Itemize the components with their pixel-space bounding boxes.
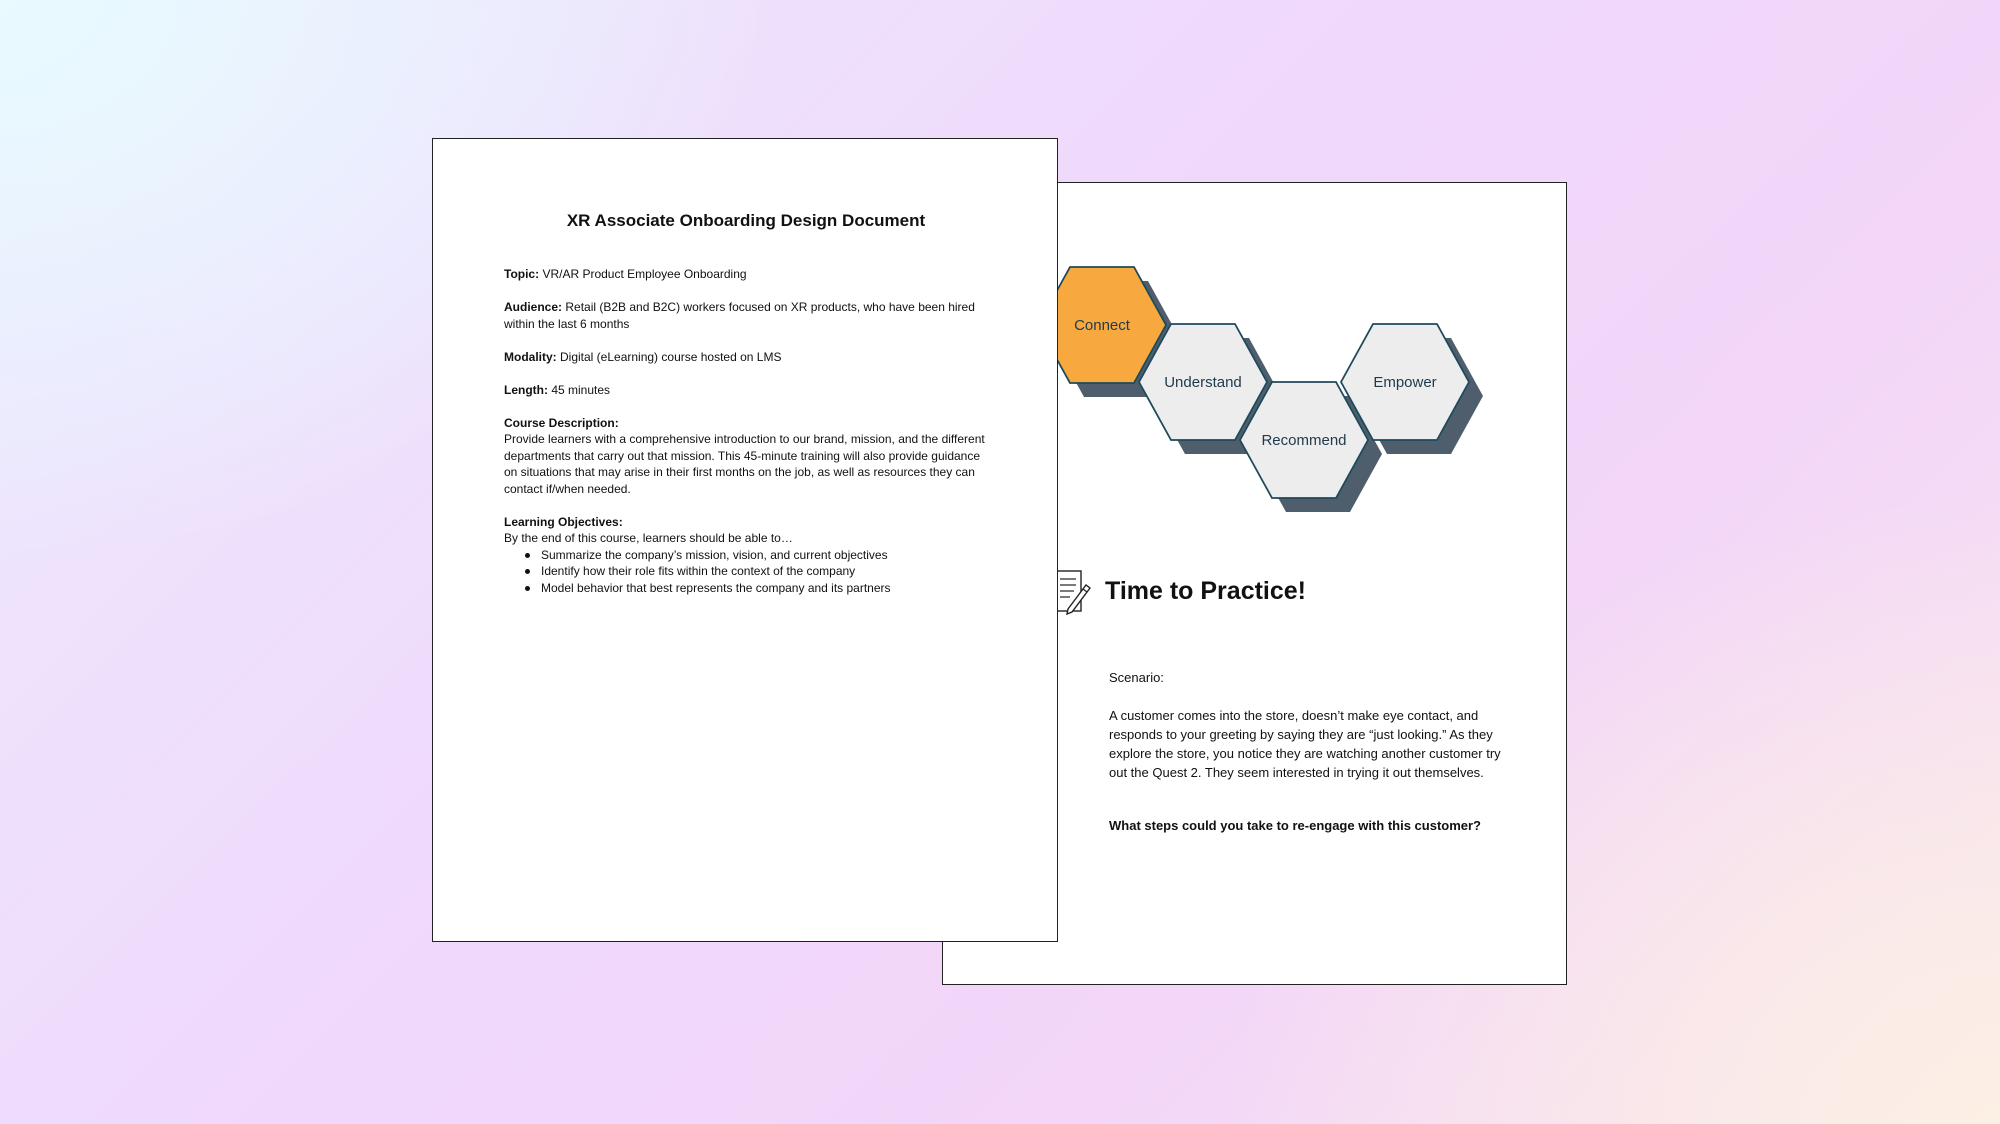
audience-label: Audience: bbox=[504, 300, 563, 314]
hexagon-label-connect: Connect bbox=[1074, 317, 1130, 334]
learning-objectives-label: Learning Objectives: bbox=[504, 514, 623, 529]
topic-field bbox=[504, 266, 994, 283]
hexagon-label-recommend: Recommend bbox=[1261, 432, 1347, 449]
audience-field bbox=[504, 299, 994, 332]
audience-value: Retail (B2B and B2C) workers focused on XR products, who have been hired within the last 6 months bbox=[504, 300, 975, 331]
practice-title: Time to Practice! bbox=[1105, 577, 1307, 605]
length-label: Length: bbox=[504, 382, 548, 397]
document-title: XR Associate Onboarding Design Document bbox=[566, 211, 926, 230]
course-description bbox=[504, 415, 994, 498]
list-item: Identify how their role fits within the context of the company bbox=[541, 563, 994, 580]
learning-objectives-intro: By the end of this course, learners should be able to… bbox=[504, 531, 793, 545]
learning-objectives bbox=[504, 514, 994, 597]
list-item: Model behavior that best represents the company and its partners bbox=[541, 580, 994, 597]
length-value: 45 minutes bbox=[548, 382, 611, 397]
topic-value: VR/AR Product Employee Onboarding bbox=[539, 267, 747, 281]
scenario-text: A customer comes into the store, doesn’t make eye contact, and responds to your greeting by saying they are “just looking.” As they explore the store, you notice they are watching another customer try out the Quest 2. They seem interested in trying it out themselves. bbox=[1109, 708, 1501, 780]
notepad-pencil-icon bbox=[1052, 565, 1092, 619]
scenario-label: Scenario: bbox=[1109, 670, 1164, 685]
modality-field bbox=[504, 349, 994, 366]
course-description-label: Course Description: bbox=[504, 415, 619, 430]
process-hexagon-diagram bbox=[1040, 262, 1500, 522]
modality-value: Digital (eLearning) course hosted on LMS bbox=[556, 349, 782, 364]
hexagon-label-understand: Understand bbox=[1164, 374, 1242, 391]
course-description-text: Provide learners with a comprehensive introduction to our brand, mission, and the different departments that carry out that mission. This 45-minute training will also provide guidance on situations that may arise in their first months on the job, as well as resources they can contact if/when needed. bbox=[504, 432, 985, 496]
design-document-page bbox=[432, 138, 1058, 942]
scenario-question: What steps could you take to re-engage with this customer? bbox=[1109, 818, 1481, 833]
document-body bbox=[504, 266, 994, 596]
modality-label: Modality: bbox=[504, 349, 557, 364]
hexagon-label-empower: Empower bbox=[1373, 374, 1437, 391]
list-item: Summarize the company’s mission, vision, and current objectives bbox=[541, 547, 994, 564]
objectives-list bbox=[504, 547, 994, 597]
length-field bbox=[504, 382, 994, 399]
topic-label: Topic: bbox=[504, 267, 540, 281]
